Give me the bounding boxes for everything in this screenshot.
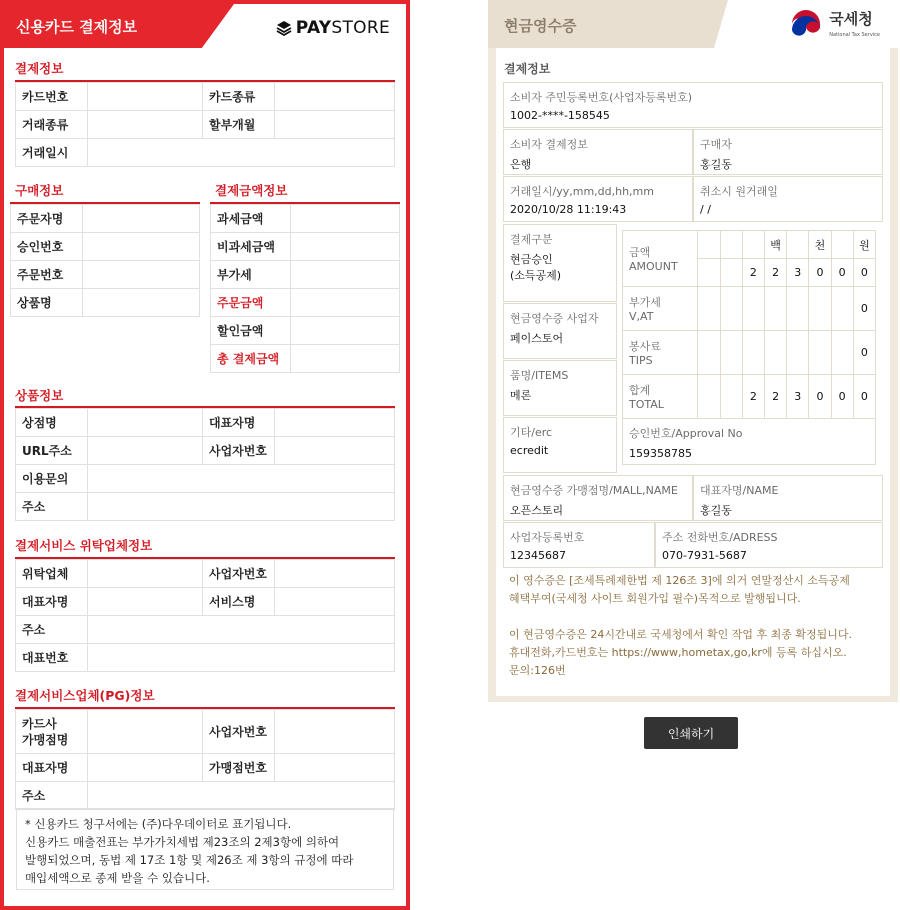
vat-digit [831, 287, 853, 331]
biz-no-label: 사업자번호 [203, 710, 275, 754]
pay-type-label: 결제구분 [510, 233, 553, 246]
ceo-label: 대표자명 [16, 588, 88, 616]
spacer [509, 608, 879, 626]
amount-en: AMOUNT [629, 260, 678, 273]
discount-label: 할인금액 [211, 317, 291, 345]
order-amount-value [291, 289, 400, 317]
pay-type-box [503, 224, 617, 302]
vat-digit: 0 [853, 287, 875, 331]
merchant-label [16, 710, 88, 754]
service-value [275, 588, 395, 616]
vat-digit [809, 287, 831, 331]
ceo-label: 대표자명 [16, 754, 88, 782]
logo-thin: STORE [331, 18, 390, 38]
amount-digit: 3 [787, 259, 809, 287]
unit-header [742, 231, 764, 259]
tips-digit [720, 331, 742, 375]
mall-value: 오픈스토리 [510, 504, 564, 517]
product-name-label: 상품명 [11, 289, 83, 317]
unit-header: 백 [765, 231, 787, 259]
approval-value: 159358785 [629, 447, 692, 460]
product-name-value [83, 289, 200, 317]
trans-type-label: 거래종류 [16, 111, 88, 139]
phone-label: 대표번호 [16, 644, 88, 672]
consumer-pay-box [503, 129, 693, 175]
tips-digit [698, 331, 720, 375]
tips-row-label [623, 331, 698, 375]
tips-digit [809, 331, 831, 375]
tips-ko: 봉사료 [629, 340, 661, 353]
inquiry-value [88, 465, 395, 493]
total-digit: 2 [765, 375, 787, 419]
vat-label: 부가세 [211, 261, 291, 289]
buyer-box [693, 129, 883, 175]
card-no-value [88, 83, 203, 111]
note-line: * 신용카드 청구서에는 (주)다우데이터로 표기됩니다. [25, 817, 292, 831]
merchant-label-line2: 가맹점명 [22, 732, 69, 747]
tips-digit [765, 331, 787, 375]
vat-ko: 부가세 [629, 296, 661, 309]
unit-header [787, 231, 809, 259]
trust-info-table [15, 559, 395, 672]
pg-info-table [15, 709, 395, 810]
consumer-id-box [503, 82, 883, 128]
merchant-no-value [275, 754, 395, 782]
amount-ko: 금액 [629, 246, 651, 259]
pg-info-heading: 결제서비스업체(PG)정보 [15, 688, 155, 703]
consumer-pay-value: 은행 [510, 158, 532, 171]
total-digit [720, 375, 742, 419]
total-digit: 2 [742, 375, 764, 419]
amount-digit [698, 259, 720, 287]
note-line: 매입세액으로 종제 받을 수 있습니다. [25, 871, 210, 885]
vat-value [291, 261, 400, 289]
buyer-info-table [10, 204, 200, 317]
vat-digit [698, 287, 720, 331]
etc-box [503, 417, 617, 473]
unit-header [720, 231, 742, 259]
total-row-label [623, 375, 698, 419]
consumer-id-label: 소비자 주민등록번호(사업자등록번호) [510, 91, 693, 104]
paystore-logo [296, 18, 390, 38]
biz-value: 12345687 [510, 549, 566, 562]
biz-label: 사업자등록번호 [510, 531, 585, 544]
pay-type-line1: 현금승인 [510, 253, 553, 266]
order-amount-label: 주문금액 [211, 289, 291, 317]
installment-value [275, 111, 395, 139]
biz-no-value [275, 560, 395, 588]
cancel-label: 취소시 원거래일 [700, 185, 778, 198]
ceo-box [693, 475, 883, 521]
merchant-label-line1: 카드사 [22, 716, 57, 731]
approval-label: 승인번호/Approval No [629, 427, 743, 440]
biz-box [503, 522, 655, 568]
vat-digit [765, 287, 787, 331]
unit-header [698, 231, 720, 259]
total-amount-value [291, 345, 400, 373]
etc-value: ecredit [510, 444, 549, 457]
amount-digit [720, 259, 742, 287]
amount-digit: 2 [765, 259, 787, 287]
service-label: 서비스명 [203, 588, 275, 616]
total-en: TOTAL [629, 398, 664, 411]
order-no-label: 주문번호 [11, 261, 83, 289]
amount-digit: 0 [831, 259, 853, 287]
tips-digit [742, 331, 764, 375]
approval-no-value [83, 233, 200, 261]
biz-no-value [275, 710, 395, 754]
biz-no-label: 사업자번호 [203, 437, 275, 465]
receipt-info [509, 572, 879, 680]
taxable-label: 과세금액 [211, 205, 291, 233]
payment-info-table [15, 82, 395, 167]
nontaxable-value [291, 233, 400, 261]
card-no-label: 카드번호 [16, 83, 88, 111]
amount-digit: 2 [742, 259, 764, 287]
amount-row-label [623, 231, 698, 287]
address-value [88, 493, 395, 521]
mall-box [503, 475, 693, 521]
trans-date-value: 2020/10/28 11:19:43 [510, 203, 627, 216]
unit-header [831, 231, 853, 259]
panel-header [4, 4, 406, 48]
nontaxable-label: 비과세금액 [211, 233, 291, 261]
order-no-value [83, 261, 200, 289]
card-type-label: 카드종류 [203, 83, 275, 111]
trans-type-value [88, 111, 203, 139]
shop-label: 상점명 [16, 409, 88, 437]
merchant-no-label: 가맹점번호 [203, 754, 275, 782]
paystore-stack-icon [276, 20, 292, 36]
biz-no-label: 사업자번호 [203, 560, 275, 588]
merchant-value [88, 710, 203, 754]
ceo-value [88, 754, 203, 782]
phone-value [88, 644, 395, 672]
consumer-id-value: 1002-****-158545 [510, 109, 610, 122]
info-line: 문의:126번 [509, 664, 566, 677]
vat-digit [720, 287, 742, 331]
total-digit: 0 [853, 375, 875, 419]
address-value [88, 616, 395, 644]
trans-date-value [88, 139, 395, 167]
tips-digit: 0 [853, 331, 875, 375]
info-line: 휴대전화,카드번호는 https://www,hometax,go,kr에 등록 하십시오. [509, 646, 847, 659]
tips-digit [831, 331, 853, 375]
note-line: 신용카드 매출전표는 부가가치세법 제23조의 2제3항에 의하여 [25, 835, 340, 849]
approval-no-label: 승인번호 [11, 233, 83, 261]
url-label: URL주소 [16, 437, 88, 465]
cancel-value: / / [700, 203, 711, 216]
ceo-value [275, 409, 395, 437]
print-button[interactable]: 인쇄하기 [644, 717, 738, 749]
pay-type-line2: (소득공제) [510, 269, 562, 282]
amount-table [622, 230, 876, 465]
trust-info-heading: 결제서비스 위탁업체정보 [15, 538, 153, 553]
tips-en: TIPS [629, 354, 653, 367]
panel-title: 신용카드 결제정보 [16, 18, 138, 36]
cancel-box [693, 176, 883, 222]
address-label: 주소 [16, 616, 88, 644]
vat-en: V,AT [629, 310, 654, 323]
total-digit: 0 [831, 375, 853, 419]
receipt-title: 현금영수증 [504, 17, 577, 35]
unit-header: 원 [853, 231, 875, 259]
installment-label: 할부개월 [203, 111, 275, 139]
info-line: 이 현금영수증은 24시간내로 국세청에서 확인 작업 후 최종 확정됩니다. [509, 628, 852, 641]
agency-sub: National Tax Service [829, 31, 880, 38]
note-line: 발행되었으며, 동법 제 17조 1항 및 제26조 제 3항의 규정에 따라 [25, 853, 354, 867]
ceo-label: 대표자명 [203, 409, 275, 437]
buyer-value: 홍길동 [700, 158, 732, 171]
url-value [88, 437, 203, 465]
taegeuk-icon [789, 10, 823, 44]
total-digit: 0 [809, 375, 831, 419]
address-label: 주소 [16, 782, 88, 810]
addr-box [655, 522, 883, 568]
vat-digit [742, 287, 764, 331]
items-value: 메론 [510, 389, 532, 402]
amount-info-table [210, 204, 400, 373]
addr-label: 주소 전화번호/ADRESS [662, 531, 778, 544]
product-info-heading: 상품정보 [15, 388, 64, 403]
consumer-pay-label: 소비자 결제정보 [510, 138, 588, 151]
ceo-value: 홍길동 [700, 504, 732, 517]
vat-digit [787, 287, 809, 331]
info-line: 혜택부여(국세청 사이트 회원가입 필수)목적으로 발행됩니다. [509, 592, 801, 605]
total-digit: 3 [787, 375, 809, 419]
shop-value [88, 409, 203, 437]
unit-header: 천 [809, 231, 831, 259]
discount-value [291, 317, 400, 345]
total-amount-label: 총 결제금액 [211, 345, 291, 373]
issuer-value: 페이스토어 [510, 332, 564, 345]
billing-note [16, 808, 394, 890]
items-label: 품명/ITEMS [510, 369, 569, 382]
mall-label: 현금영수증 가맹점명/MALL,NAME [510, 484, 678, 497]
card-type-value [275, 83, 395, 111]
product-info-table [15, 408, 395, 521]
trans-date-label: 거래일시/yy,mm,dd,hh,mm [510, 185, 654, 198]
nts-logo [789, 10, 880, 44]
receipt-section-heading: 결제정보 [504, 62, 551, 76]
buyer-info-heading: 구매정보 [15, 183, 64, 198]
biz-no-value [275, 437, 395, 465]
trans-date-label: 거래일시 [16, 139, 88, 167]
trans-date-box [503, 176, 693, 222]
ceo-value [88, 588, 203, 616]
addr-value: 070-7931-5687 [662, 549, 747, 562]
buyer-name-label: 주문자명 [11, 205, 83, 233]
buyer-label: 구매자 [700, 138, 732, 151]
buyer-name-value [83, 205, 200, 233]
nts-text [829, 9, 880, 43]
issuer-box [503, 303, 617, 359]
total-digit [698, 375, 720, 419]
etc-label: 기타/erc [510, 426, 553, 439]
agency-name: 국세청 [829, 9, 873, 28]
amount-digit: 0 [853, 259, 875, 287]
address-value [88, 782, 395, 810]
vat-row-label [623, 287, 698, 331]
approval-cell [623, 419, 876, 465]
company-label: 위탁업체 [16, 560, 88, 588]
amount-info-heading: 결제금액정보 [215, 183, 288, 198]
logo-bold: PAY [295, 18, 332, 38]
payment-info-heading: 결제정보 [15, 61, 64, 76]
inquiry-label: 이용문의 [16, 465, 88, 493]
amount-digit: 0 [809, 259, 831, 287]
tips-digit [787, 331, 809, 375]
ceo-label: 대표자명/NAME [700, 484, 779, 497]
address-label: 주소 [16, 493, 88, 521]
company-value [88, 560, 203, 588]
taxable-value [291, 205, 400, 233]
issuer-label: 현금영수증 사업자 [510, 312, 599, 325]
total-ko: 합계 [629, 384, 651, 397]
items-box [503, 360, 617, 416]
info-line: 이 영수증은 [조세특례제한법 제 126조 3]에 의거 연말정산시 소득공제 [509, 574, 850, 587]
